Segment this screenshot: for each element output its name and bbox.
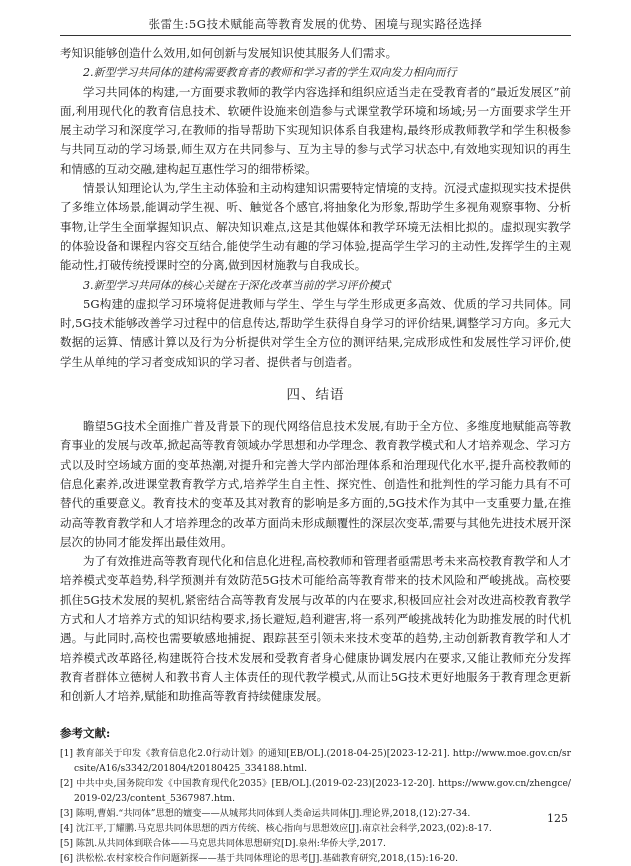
article-body xyxy=(60,44,571,866)
reference-item: [3] 陈明,曹娟.“共同体”思想的嬗变——从城邦共同体到人类命运共同体[J].理论界,2018,(12):27-34. xyxy=(60,807,471,819)
subsection-heading-3: 3.新型学习共同体的核心关键在于深化改革当前的学习评价模式 xyxy=(83,278,391,292)
page-number: 125 xyxy=(547,812,568,825)
reference-item: [2] 中共中央,国务院印发《中国教育现代化2035》[EB/OL].(2019-02-23)[2023-12-20]. https://www.gov.cn/zhengce/2019-02/23/content_5367987.htm. xyxy=(60,777,571,804)
reference-item: [6] 洪松松.农村家校合作问题新探——基于共同体理论的思考[J].基础教育研究,2018,(15):16-20. xyxy=(60,852,459,864)
reference-item: [4] 沈江平,丁耀鹏.马克思共同体思想的西方传统、核心指向与思想效应[J].南京社会科学,2023,(02):8-17. xyxy=(60,822,492,834)
references-title: 参考文献: xyxy=(60,725,111,740)
section-title-conclusion: 四、结语 xyxy=(286,387,345,404)
header-rule xyxy=(60,35,571,36)
reference-item: [5] 陈凯.从共同体到联合体——马克思共同体思想研究[D].泉州:华侨大学,2017. xyxy=(60,837,386,849)
paragraph-learning-community: 学习共同体的构建,一方面要求教师的教学内容选择和组织应适当走在受教育者的“最近发展区”前面,利用现代化的教育信息技术、软硬件设施来创造参与式课堂教学环境和场域;另一方面要求学生开展主动学习和深度学习,在教师的指导帮助下实现知识体系自我建构,最终形成教师教学和学生积极参与共同互动的学习场景,师生双方在共同参与、互为主导的参与式学习状态中,有效地实现知识的再生和情感的互动交融,建构起互惠性学习的细带桥梁。 xyxy=(60,84,571,176)
running-head: 张雷生:5G技术赋能高等教育发展的优势、困境与现实路径选择 xyxy=(148,17,483,31)
paragraph-conclusion-1: 瞻望5G技术全面推广普及背景下的现代网络信息技术发展,有助于全方位、多维度地赋能高等教育事业的发展与改革,掀起高等教育领域办学思想和办学理念、教育教学模式和人才培养观念、学习方式以及时空场域方面的变革热潮,对提升和完善大学内部治理体系和治理现代化水平,提升高校教师的信息化素养,改进课堂教育教学方式,培养学生自主性、探究性、创造性和批判性的学习能力具有不可替代的重要意义。教育技术的变革及其对教育的影响是多方面的,5G技术作为其中一支重要力量,在推动高等教育教学和人才培养理念的改革方面尚未形成颠覆性的深层次变革,需要与其他先进技术展开深层次的协同才能发挥出最佳效用。 xyxy=(60,419,571,549)
subsection-heading-2: 2.新型学习共同体的建构需要教育者的教师和学习者的学生双向发力相向而行 xyxy=(83,66,457,80)
paragraph-situated-cognition: 情景认知理论认为,学生主动体验和主动构建知识需要特定情境的支持。沉浸式虚拟现实技术提供了多维立体场景,能调动学生视、听、触觉各个感官,将抽象化为形象,帮助学生多视角观察事物、分析事物,让学生全面掌握知识点、解决知识难点,这是其他媒体和教学环境无法相比拟的。虚拟现实教学的体验设备和课程内容交互结合,能使学生动有趣的学习体验,提高学生学习的主动性,发挥学生的主观能动性,打破传统授课时空的分离,做到因材施教与自我成长。 xyxy=(60,181,571,273)
paragraph-conclusion-2: 为了有效推进高等教育现代化和信息化进程,高校教师和管理者亟需思考未来高校教育教学和人才培养模式变革趋势,科学预测并有效防范5G技术可能给高等教育带来的技术风险和严峻挑战。高校要抓住5G技术发展的契机,紧密结合高等教育发展与改革的内在要求,积极回应社会对改进高校教育教学方式和人才培养方式的知识结构要求,扬长避短,趋利避害,将一系列严峻挑战转化为助推发展的时代机遇。与此同时,高校也需要敏感地捕捉、跟踪甚至引领未来技术变革的趋势,主动创新教育教学和人才培养模式改革路径,构建既符合技术发展和受教育者身心健康协调发展内在要求,又能让教师充分发挥教育者群体立德树人和教书育人主体责任的现代教学模式,从而让5G技术更好地服务于教育理念更新和创新人才培养,赋能和助推高等教育持续健康发展。 xyxy=(60,554,571,704)
paragraph-continued: 考知识能够创造什么效用,如何创新与发展知识使其服务人们需求。 xyxy=(60,46,398,60)
paragraph-evaluation: 5G构建的虚拟学习环境将促进教师与学生、学生与学生形成更多高效、优质的学习共同体。同时,5G技术能够改善学习过程中的信息传达,帮助学生获得自身学习的评价结果,调整学习方向。多元大数据的运算、情感计算以及行为分析提供对学生全方位的测评结果,完成形成性和发展性学习评价,使学生从单纯的学习者变成知识的学习者、提供者与创造者。 xyxy=(60,296,571,369)
reference-item: [1] 教育部关于印发《教育信息化2.0行动计划》的通知[EB/OL].(2018-04-25)[2023-12-21]. http://www.moe.gov.cn/srcsite/A16/s3342/201804/t20180425_334188.html. xyxy=(60,747,571,774)
references-list xyxy=(60,746,571,866)
